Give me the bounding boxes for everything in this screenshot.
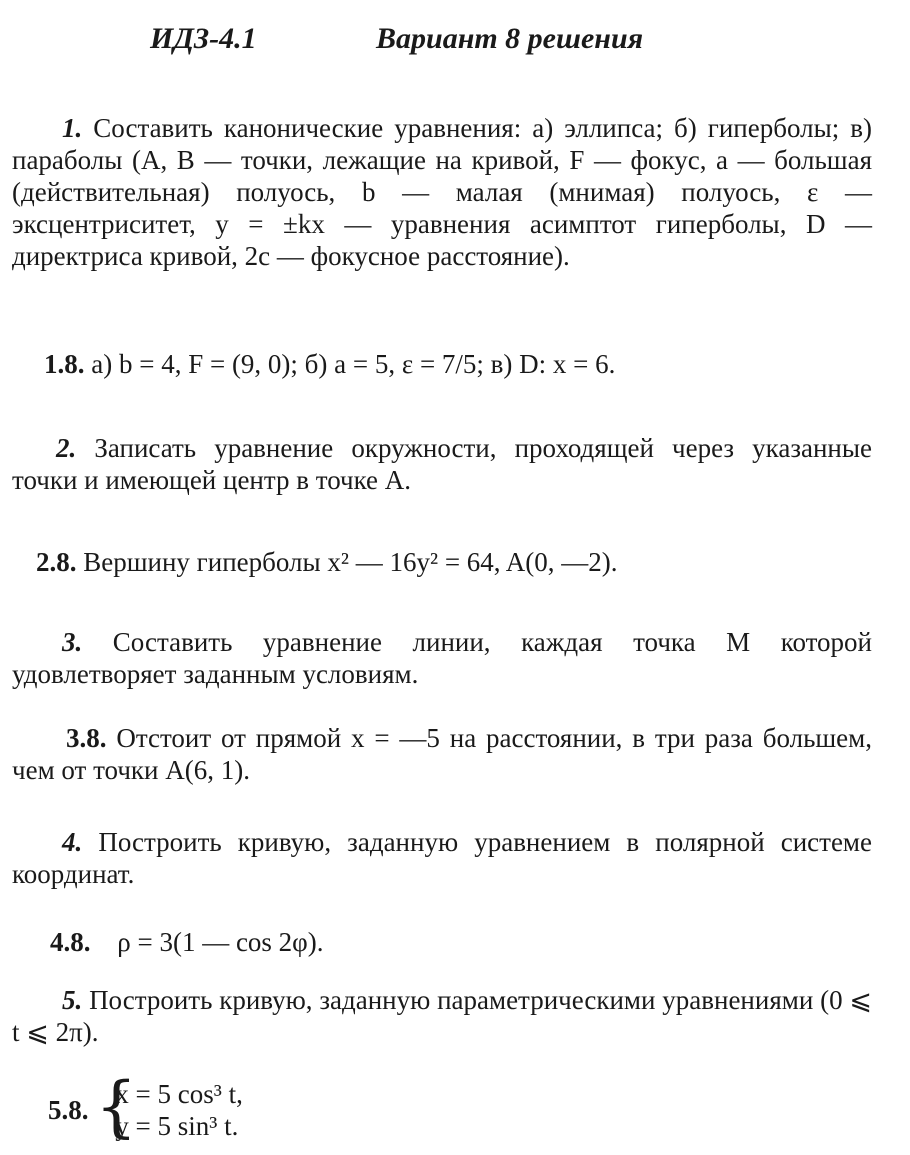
task-text: Отстоит от прямой x = —5 на расстоянии, в три раза большем, чем от точки A(6, 1). (12, 723, 872, 785)
task-number: 2.8. (36, 547, 77, 577)
problem-1-statement (12, 112, 872, 272)
task-number: 3.8. (66, 723, 107, 753)
problem-text: Построить кривую, заданную уравнением в полярной системе координат. (12, 827, 873, 889)
task-text: ρ = 3(1 — cos 2φ). (117, 927, 324, 957)
task-3-8 (12, 722, 872, 786)
system-line-y: y = 5 sin³ t. (115, 1111, 239, 1141)
system-line-x: x = 5 cos³ t, (115, 1079, 243, 1109)
task-4-8 (50, 926, 324, 958)
equation-system (95, 1068, 243, 1145)
problem-text: Составить уравнение линии, каждая точка M которой удовлетворяет заданным условиям. (12, 627, 873, 689)
problem-number: 3. (62, 627, 83, 657)
problem-3-statement (12, 626, 872, 690)
assignment-code: ИДЗ-4.1 (150, 22, 257, 55)
left-brace-icon: { (95, 1068, 138, 1145)
problem-2-statement (12, 432, 872, 496)
variant-title: Вариант 8 решения (376, 22, 644, 55)
task-number: 4.8. (50, 927, 91, 957)
problem-number: 4. (62, 827, 83, 857)
problem-4-statement (12, 826, 872, 890)
task-1-8 (44, 348, 615, 380)
problem-text: Записать уравнение окружности, проходящей через указанные точки и имеющей центр в точке A. (12, 433, 873, 495)
problem-text: Составить канонические уравнения: а) эллипса; б) гиперболы; в) параболы (A, B — точки, лежащие на кривой, F — фокус, a — большая (действительная) полуось, b — малая (мнимая) полуось, ε — эксцентриситет, y = ±kx — уравнения асимптот гиперболы, D — директриса кривой, 2c — фокусное расстояние). (12, 113, 872, 271)
problem-number: 1. (62, 113, 83, 143)
task-2-8 (36, 546, 618, 578)
task-5-8 (48, 1068, 243, 1145)
problem-number: 5. (62, 985, 83, 1015)
problem-number: 2. (56, 433, 77, 463)
task-number: 5.8. (48, 1095, 89, 1125)
problem-5-statement (12, 984, 872, 1048)
task-number: 1.8. (44, 349, 85, 379)
task-text: а) b = 4, F = (9, 0); б) a = 5, ε = 7/5; в) D: x = 6. (91, 349, 616, 379)
task-text: Вершину гиперболы x² — 16y² = 64, A(0, —2). (83, 547, 618, 577)
problem-text: Построить кривую, заданную параметрическими уравнениями (0 ⩽ t ⩽ 2π). (12, 985, 873, 1047)
